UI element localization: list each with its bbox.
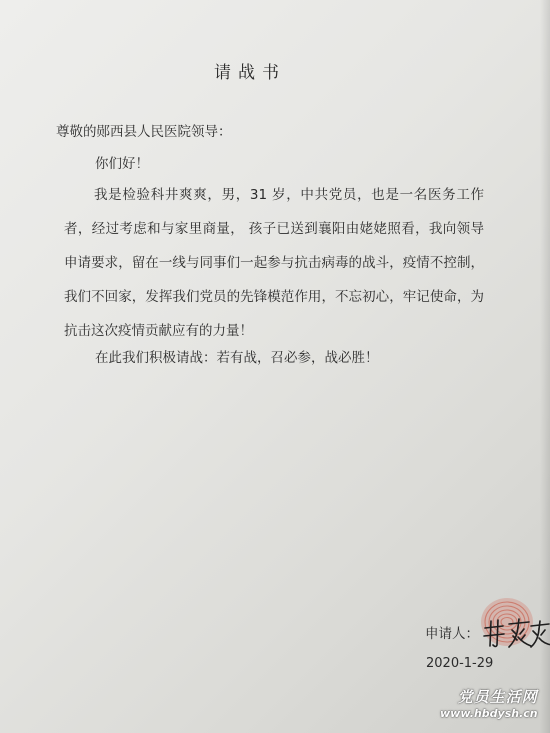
site-watermark <box>440 686 538 720</box>
applicant-label: 申请人： <box>425 626 479 642</box>
salutation: 尊敬的郧西县人民医院领导： <box>56 124 232 140</box>
closing-statement: 在此我们积极请战：若有战，召必参，战必胜！ <box>95 350 379 366</box>
handwritten-signature <box>483 617 550 649</box>
letter-body: 我是检验科井爽爽，男，31 岁，中共党员，也是一名医务工作者，经过考虑和与家里商量， 孩子已送到襄阳由姥姥照看，我向领导申请要求，留在一线与同事们一起参与抗击病毒的战斗，疫情不控制，我们不回家，发挥我们党员的先锋模范作用，不忘初心，牢记使命，为抗击这次疫情贡献应有的力量！ <box>64 187 484 339</box>
watermark-url: www.hbdysh.cn <box>440 707 538 720</box>
greeting: 你们好！ <box>95 156 149 172</box>
page-title: 请战书 <box>214 63 286 83</box>
letter-date: 2020-1-29 <box>426 656 494 671</box>
watermark-name: 党员生活网 <box>457 688 538 706</box>
